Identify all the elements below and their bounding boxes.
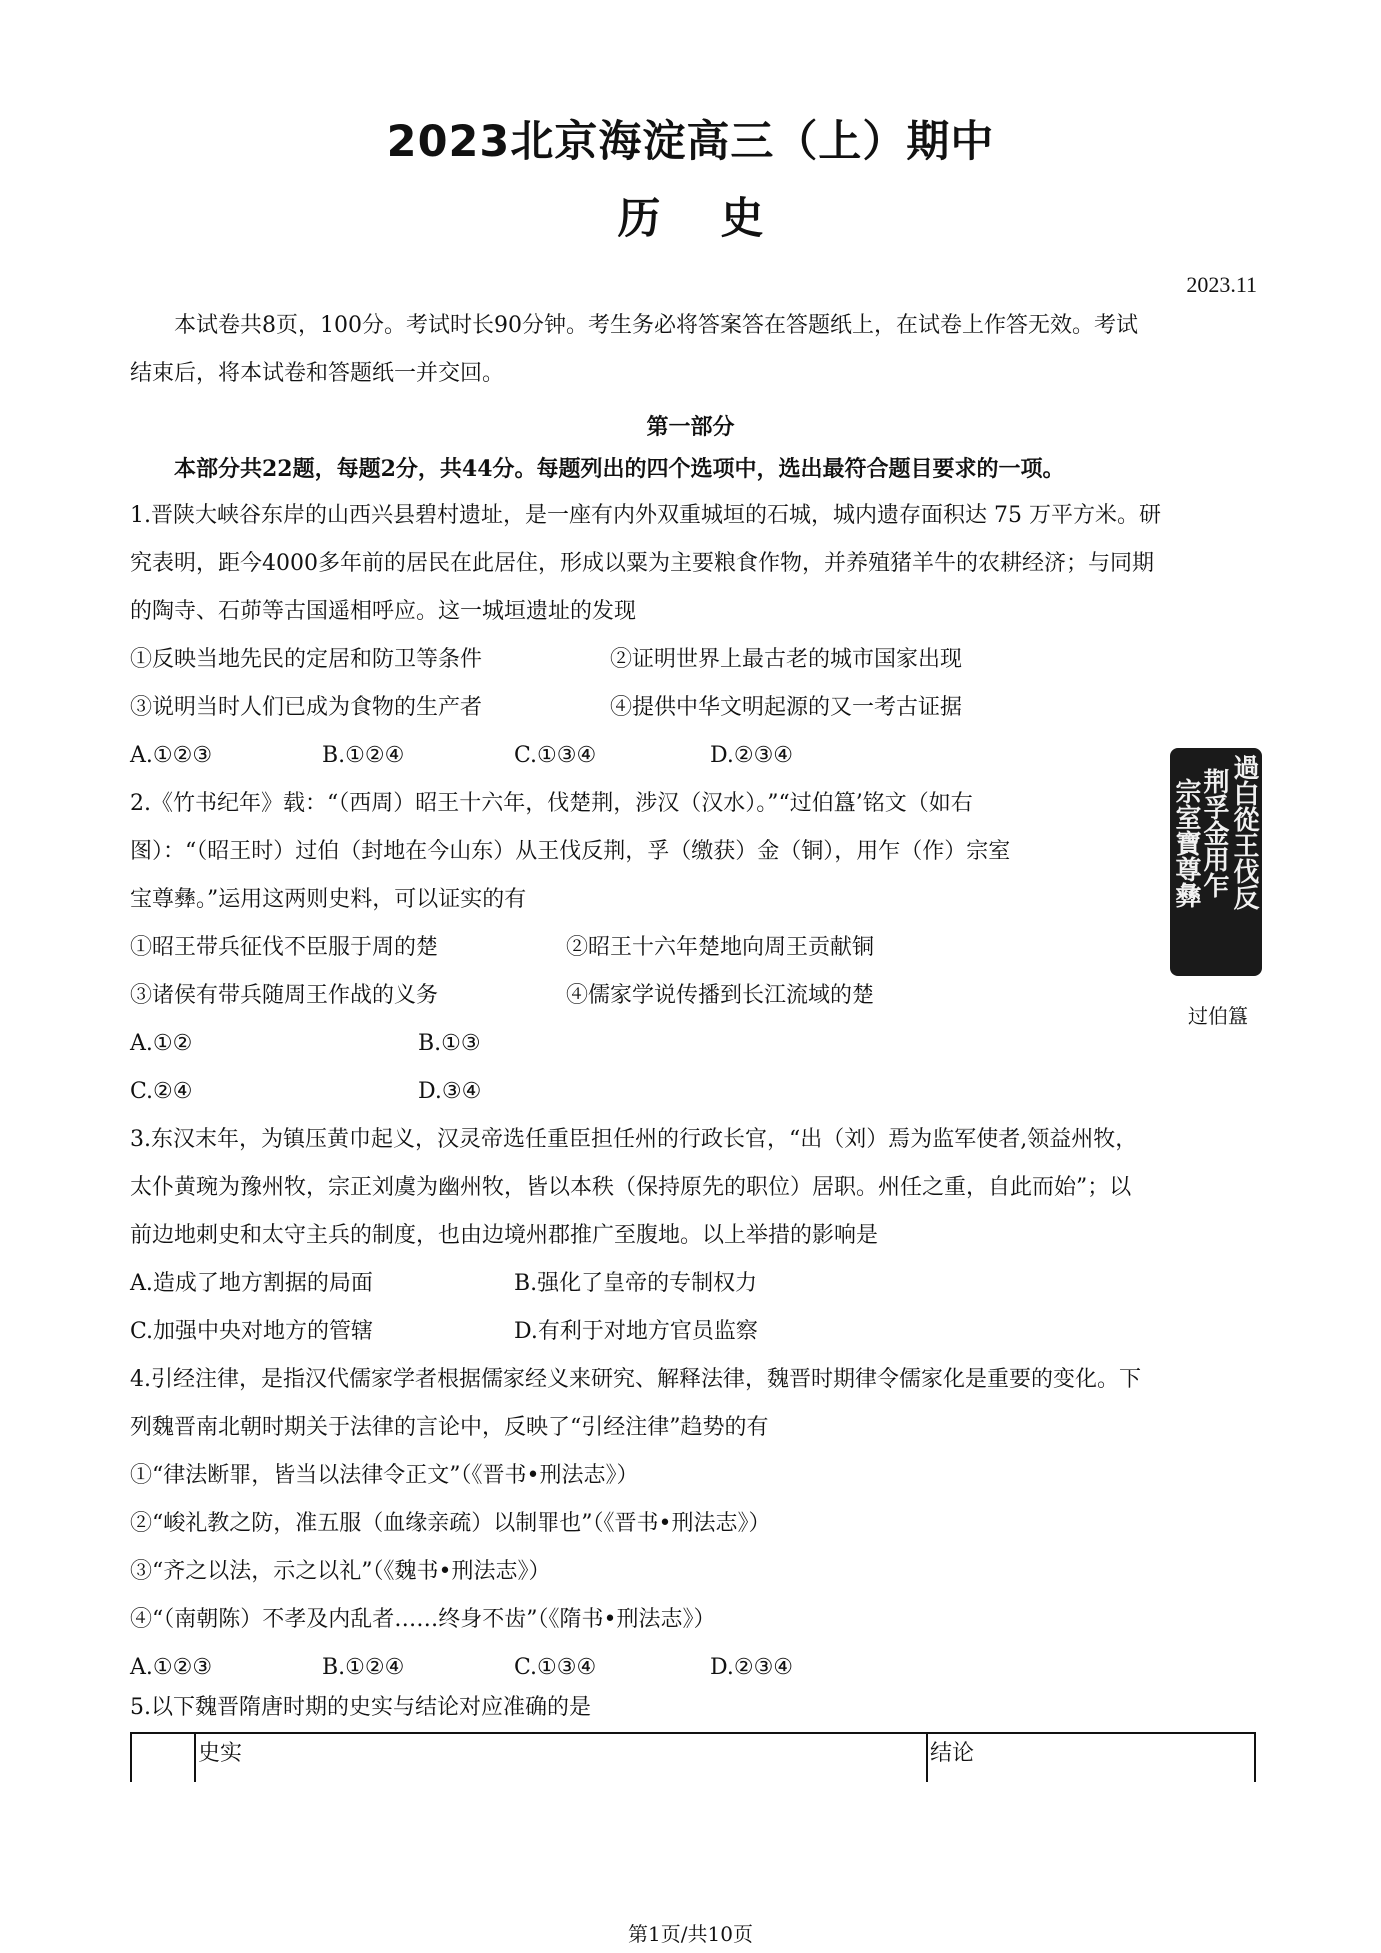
page-number: 第1页/共10页 bbox=[628, 1922, 753, 1946]
table-row bbox=[131, 1733, 1255, 1782]
q3-stem-line-2: 太仆黄琬为豫州牧，宗正刘虞为幽州牧，皆以本秩（保持原先的职位）居职。州任之重，自此而始”；以 bbox=[130, 1175, 1132, 1200]
q2-statement-2: ②昭王十六年楚地向周王贡献铜 bbox=[566, 935, 875, 960]
q4-stem-line-2: 列魏晋南北朝时期关于法律的言论中，反映了“引经注律”趋势的有 bbox=[130, 1415, 769, 1440]
q2-option-d[interactable]: D.③④ bbox=[418, 1079, 482, 1104]
q4-option-b[interactable]: B.①②④ bbox=[322, 1655, 405, 1680]
q4-option-c[interactable]: C.①③④ bbox=[514, 1655, 597, 1680]
inscription-column-3: 宗室寶尊彝 bbox=[1171, 778, 1201, 908]
image-caption: 过伯簋 bbox=[1188, 1004, 1248, 1028]
exam-date: 2023.11 bbox=[1186, 272, 1257, 297]
intro-line-1: 本试卷共8页，100分。考试时长90分钟。考生务必将答案答在答题纸上，在试卷上作答无效。考试 bbox=[174, 313, 1138, 338]
q3-option-a[interactable]: A.造成了地方割据的局面 bbox=[130, 1271, 373, 1296]
q4-option-a[interactable]: A.①②③ bbox=[130, 1655, 213, 1680]
q3-stem-line-3: 前边地刺史和太守主兵的制度，也由边境州郡推广至腹地。以上举措的影响是 bbox=[130, 1223, 879, 1248]
q3-option-d[interactable]: D.有利于对地方官员监察 bbox=[514, 1319, 758, 1344]
q3-stem-line-1: 3.东汉末年，为镇压黄巾起义，汉灵帝选任重臣担任州的行政长官，“出（刘）焉为监军使者,领益州牧， bbox=[130, 1127, 1138, 1152]
q2-stem-line-1: 2.《竹书纪年》载：“（西周）昭王十六年，伐楚荆，涉汉（汉水）。”“过伯簋’铭文（如右 bbox=[130, 791, 973, 816]
q2-option-c[interactable]: C.②④ bbox=[130, 1079, 193, 1104]
q2-stem-line-2: 图）：“（昭王时）过伯（封地在今山东）从王伐反荆，孚（缴获）金（铜），用乍（作）宗室 bbox=[130, 839, 1011, 864]
q4-statement-3: ③“齐之以法，示之以礼”（《魏书•刑法志》） bbox=[130, 1559, 551, 1584]
q1-option-b[interactable]: B.①②④ bbox=[322, 743, 405, 768]
inscription-column-2: 荆孚金用乍 bbox=[1199, 768, 1229, 898]
q3-option-c[interactable]: C.加强中央对地方的管辖 bbox=[130, 1319, 374, 1344]
table-header-conclusion: 结论 bbox=[927, 1733, 1255, 1782]
q1-statement-1: ①反映当地先民的定居和防卫等条件 bbox=[130, 647, 483, 672]
q5-stem: 5.以下魏晋隋唐时期的史实与结论对应准确的是 bbox=[130, 1695, 591, 1720]
q2-statement-1: ①昭王带兵征伐不臣服于周的楚 bbox=[130, 935, 439, 960]
q4-option-d[interactable]: D.②③④ bbox=[710, 1655, 794, 1680]
q2-statement-4: ④儒家学说传播到长江流域的楚 bbox=[566, 983, 875, 1008]
q1-statement-2: ②证明世界上最古老的城市国家出现 bbox=[610, 647, 963, 672]
q2-statement-3: ③诸侯有带兵随周王作战的义务 bbox=[130, 983, 439, 1008]
part-instruction: 本部分共22题，每题2分，共44分。每题列出的四个选项中，选出最符合题目要求的一项。 bbox=[174, 456, 1065, 482]
page-title: 2023北京海淀高三（上）期中 bbox=[386, 117, 995, 167]
table-cell-label bbox=[131, 1733, 195, 1782]
q1-stem-line-2: 究表明，距今4000多年前的居民在此居住，形成以粟为主要粮食作物，并养殖猪羊牛的农耕经济；与同期 bbox=[130, 551, 1154, 576]
subject-heading: 历史 bbox=[617, 194, 824, 244]
q2-option-b[interactable]: B.①③ bbox=[418, 1031, 481, 1056]
q1-option-c[interactable]: C.①③④ bbox=[514, 743, 597, 768]
q5-table bbox=[130, 1732, 1256, 1782]
q1-option-d[interactable]: D.②③④ bbox=[710, 743, 794, 768]
q4-stem-line-1: 4.引经注律，是指汉代儒家学者根据儒家经义来研究、解释法律，魏晋时期律令儒家化是重要的变化。下 bbox=[130, 1367, 1141, 1392]
intro-line-2: 结束后，将本试卷和答题纸一并交回。 bbox=[130, 361, 505, 386]
inscription-column-1: 過白從王伐反 bbox=[1229, 754, 1259, 910]
q1-statement-4: ④提供中华文明起源的又一考古证据 bbox=[610, 695, 963, 720]
q4-statement-2: ②“峻礼教之防，准五服（血缘亲疏）以制罪也”（《晋书•刑法志》） bbox=[130, 1511, 771, 1536]
part-heading: 第一部分 bbox=[646, 414, 735, 440]
table-header-fact: 史实 bbox=[195, 1733, 927, 1782]
q1-stem-line-1: 1.晋陕大峡谷东岸的山西兴县碧村遗址，是一座有内外双重城垣的石城，城内遗存面积达 75 万平方米。研 bbox=[130, 503, 1161, 528]
q1-stem-line-3: 的陶寺、石茆等古国遥相呼应。这一城垣遗址的发现 bbox=[130, 599, 637, 624]
q2-stem-line-3: 宝尊彝。”运用这两则史料，可以证实的有 bbox=[130, 887, 527, 912]
q3-option-b[interactable]: B.强化了皇帝的专制权力 bbox=[514, 1271, 758, 1296]
q4-statement-4: ④“（南朝陈）不孝及内乱者……终身不齿”（《隋书•刑法志》） bbox=[130, 1607, 716, 1632]
q1-option-a[interactable]: A.①②③ bbox=[130, 743, 213, 768]
q2-option-a[interactable]: A.①② bbox=[130, 1031, 193, 1056]
q1-statement-3: ③说明当时人们已成为食物的生产者 bbox=[130, 695, 483, 720]
q4-statement-1: ①“律法断罪，皆当以法律令正文”（《晋书•刑法志》） bbox=[130, 1463, 639, 1488]
guo-bo-gui-inscription-image bbox=[1170, 748, 1262, 976]
